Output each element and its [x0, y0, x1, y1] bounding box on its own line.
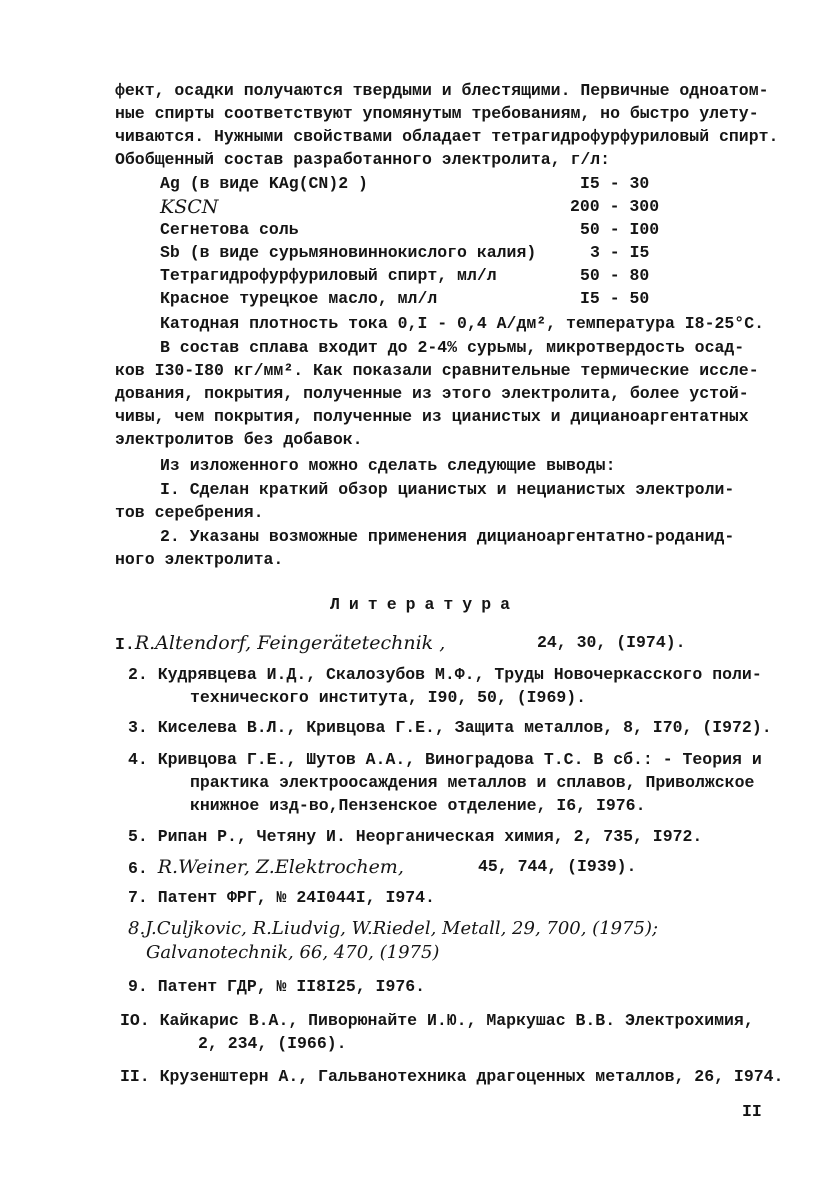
composition-name: Сегнетова соль [160, 220, 299, 239]
reference-text: книжное изд-во,Пензенское отделение, I6, I976. [190, 796, 646, 815]
text-line: Из изложенного можно сделать следующие выводы: [160, 456, 616, 475]
reference-item [128, 887, 435, 909]
current-density-line: Катодная плотность тока 0,I - 0,4 А/дм², температура I8-25°С. [160, 314, 764, 333]
composition-value: 50 - 80 [580, 266, 650, 285]
reference-number: 9. [128, 977, 148, 996]
reference-number: 6. [128, 859, 148, 878]
literature-heading: Литература [330, 595, 520, 614]
text-line: дования, покрытия, полученные из этого электролита, более устой- [115, 384, 749, 403]
composition-name: Ag (в виде KAg(CN)2 ) [160, 174, 368, 193]
reference-number: 7. [128, 888, 148, 907]
reference-number: 2. [128, 665, 148, 684]
text-line: Обобщенный состав разработанного электролита, г/л: [115, 150, 611, 169]
composition-value: 50 - I00 [580, 220, 660, 239]
reference-text: технического института, I90, 50, (I969). [190, 688, 587, 707]
reference-item [128, 664, 762, 686]
reference-item [115, 632, 445, 656]
reference-text: J.Culjkovic, R.Liudvig, W.Riedel, Metall, 29, 700, (1975); [145, 918, 659, 939]
reference-text: Киселева В.Л., Кривцова Г.Е., Защита металлов, 8, I70, (I972). [157, 718, 772, 737]
reference-item [128, 749, 762, 771]
reference-item [120, 1066, 783, 1088]
text-line: В состав сплава входит до 2-4% сурьмы, микротвердость осад- [160, 338, 745, 357]
reference-text: R.Weiner, Z.Elektrochem, [157, 856, 404, 878]
reference-item [128, 717, 772, 739]
text-line: ные спирты соответствуют упомянутым требованиям, но быстро улету- [115, 104, 759, 123]
reference-text: практика электроосаждения металлов и сплавов, Приволжское [190, 773, 755, 792]
reference-number: I. [115, 635, 135, 654]
reference-number: 3. [128, 718, 148, 737]
composition-name: KSCN [160, 196, 219, 218]
reference-number: 5. [128, 827, 148, 846]
text-line: ков I30-I80 кг/мм². Как показали сравнительные термические иссле- [115, 361, 759, 380]
reference-text: Рипан Р., Четяну И. Неорганическая химия, 2, 735, I972. [157, 827, 703, 846]
page-number: II [742, 1102, 762, 1121]
text-line: фект, осадки получаются твердыми и блестящими. Первичные одноатом- [115, 81, 769, 100]
reference-text: Патент ГДР, № II8I25, I976. [157, 977, 426, 996]
composition-value: 3 - I5 [590, 243, 650, 262]
reference-item [120, 1010, 754, 1032]
reference-text: R.Altendorf, Feingerätetechnik , [134, 632, 446, 654]
text-line: 2. Указаны возможные применения дицианоаргентатно-роданид- [160, 527, 735, 546]
text-line: чиваются. Нужными свойствами обладает тетрагидрофурфуриловый спирт. [115, 127, 779, 146]
text-line: электролитов без добавок. [115, 430, 363, 449]
reference-number: 4. [128, 750, 148, 769]
reference-number: IO. [120, 1011, 150, 1030]
composition-name: Sb (в виде сурьмяновиннокислого калия) [160, 243, 537, 262]
reference-item [128, 918, 658, 940]
reference-item [128, 826, 702, 848]
reference-text: Galvanotechnik, 66, 470, (1975) [146, 942, 440, 963]
reference-number: 8. [128, 918, 146, 939]
composition-value: I5 - 30 [580, 174, 650, 193]
reference-text: Патент ФРГ, № 24I044I, I974. [157, 888, 435, 907]
reference-number: II. [120, 1067, 150, 1086]
text-line: тов серебрения. [115, 503, 264, 522]
composition-value: I5 - 50 [580, 289, 650, 308]
reference-text: Кривцова Г.Е., Шутов А.А., Виноградова Т.С. В сб.: - Теория и [157, 750, 762, 769]
reference-text: Крузенштерн А., Гальванотехника драгоценных металлов, 26, I974. [159, 1067, 784, 1086]
text-line: ного электролита. [115, 550, 284, 569]
reference-text: Кайкарис В.А., Пиворюнайте И.Ю., Маркушас В.В. Электрохимия, [159, 1011, 754, 1030]
text-line: I. Сделан краткий обзор цианистых и нецианистых электроли- [160, 480, 735, 499]
reference-tail: 45, 744, (I939). [478, 857, 637, 876]
reference-item [128, 976, 425, 998]
composition-name: Красное турецкое масло, мл/л [160, 289, 438, 308]
text-line: чивы, чем покрытия, полученные из цианистых и дицианоаргентатных [115, 407, 749, 426]
composition-value: 200 - 300 [570, 197, 660, 216]
reference-text: Кудрявцева И.Д., Скалозубов М.Ф., Труды Новочеркасского поли- [157, 665, 762, 684]
reference-item [128, 856, 404, 880]
reference-text: 2, 234, (I966). [198, 1034, 347, 1053]
reference-tail: 24, 30, (I974). [537, 633, 686, 652]
composition-name: Тетрагидрофурфуриловый спирт, мл/л [160, 266, 497, 285]
